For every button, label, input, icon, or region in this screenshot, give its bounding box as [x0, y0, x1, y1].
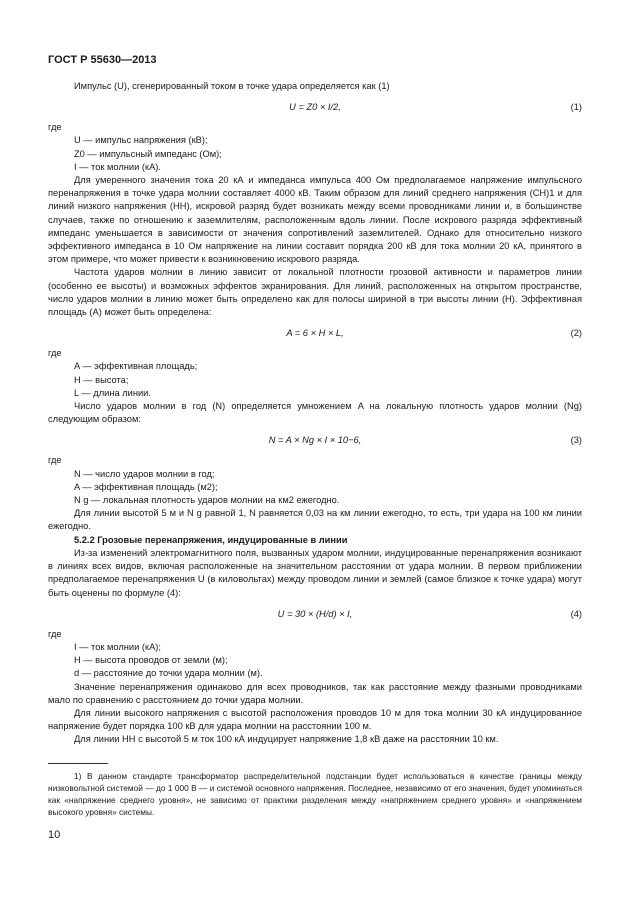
equation-formula: A = 6 × H × L, [286, 328, 344, 339]
definition-item: N — число ударов молнии в год; [74, 468, 215, 479]
footnote-divider [48, 763, 108, 764]
body-text [48, 80, 582, 747]
equation-1 [48, 101, 582, 115]
equation-number: (3) [570, 435, 582, 446]
where-label: где [48, 122, 62, 133]
definition-item: Z0 — импульсный импеданс (Ом); [74, 148, 222, 159]
definition-item: U — импульс напряжения (кВ); [74, 135, 208, 146]
where-label: где [48, 628, 62, 639]
paragraph: Для линии НН с высотой 5 м ток 100 кА индуцирует напряжение 1,8 кВ даже на расстоянии 10 км. [74, 734, 499, 745]
equation-formula: U = Z0 × I/2, [289, 102, 341, 113]
definition-item: A — эффективная площадь; [74, 361, 198, 372]
paragraph: Значение перенапряжения одинаково для всех проводников, так как расстояние между фазными проводниками мало по сравнению с расстоянием до точки удара молнии. [48, 681, 582, 705]
paragraph: Частота ударов молнии в линию зависит от локальной плотности грозовой активности и параметров линии (особенно ее высоты) и возможных эффектов экранирования. Для линий, расположенных на открытом пространстве, число ударов молнии в линию может быть определено как для полосы шириной в три высоты линии (H). Эффективная площадь (A) может быть определена: [48, 267, 582, 318]
equation-4 [48, 608, 582, 622]
equation-3 [48, 434, 582, 448]
intro-paragraph: Импульс (U), сгенерированный током в точке удара определяется как (1) [74, 81, 390, 91]
definition-item: d — расстояние до точки удара молнии (м). [74, 668, 263, 679]
definition-item: I — ток молнии (кА). [74, 161, 161, 172]
definition-item: L — длина линии. [74, 387, 151, 398]
equation-formula: U = 30 × (H/d) × I, [277, 608, 353, 619]
where-label: где [48, 455, 62, 466]
equation-number: (1) [570, 102, 582, 113]
paragraph: Из-за изменений электромагнитного поля, вызванных ударом молнии, индуцированные перенапряжения возникают в линиях всех видов, включая расположенные на значительном расстоянии от удара молнии. В первом приближении предполагаемое перенапряжения U (в киловольтах) между проводом линии и землей (самое близкое к точке удара) могут быть оценены по формуле (4): [48, 547, 582, 598]
equation-number: (2) [570, 328, 582, 339]
equation-number: (4) [570, 608, 582, 619]
paragraph: Для линии высокого напряжения с высотой расположения проводов 10 м для тока молнии 30 кА индуцированное напряжение будет порядка 100 кВ для удара молнии на расстоянии 100 м. [48, 707, 582, 732]
equation-formula: N = A × Ng × I × 10−6, [268, 435, 362, 446]
standard-header: ГОСТ Р 55630—2013 [48, 54, 157, 66]
page-number: 10 [48, 829, 61, 841]
definition-item: H — высота; [74, 374, 129, 385]
definition-item: H — высота проводов от земли (м); [74, 655, 228, 666]
footnote: 1) В данном стандарте трансформатор распределительной подстанции будет использоваться в качестве границы между низковольтной системой — до 1 000 В — и системой основного напряжения. Последнее, независимо от его значения, будет упоминаться как «напряжение среднего уровня», не зависимо от практики разделения между «напряжением среднего уровня» и «напряжением высокого уровня» системы. [48, 771, 582, 817]
definition-item: N g — локальная плотность ударов молнии на км2 ежегодно. [74, 495, 340, 506]
definition-item: A — эффективная площадь (м2); [74, 481, 218, 492]
where-label: где [48, 348, 62, 359]
equation-2 [48, 327, 582, 341]
paragraph: Для линии высотой 5 м и N g равной 1, N равняется 0,03 на км линии ежегодно, то есть, три удара на 100 км линии ежегодно. [48, 508, 582, 532]
paragraph: Число ударов молнии в год (N) определяется умножением A на локальную плотность ударов молнии (Ng) следующим образом: [48, 401, 582, 425]
definition-item: I — ток молнии (кА); [74, 641, 161, 652]
paragraph: Для умеренного значения тока 20 кА и импеданса импульса 400 Ом предполагаемое напряжение импульсного перенапряжения в точке удара молнии составляет 4000 кВ. Таким образом для линий среднего напряжения (СН)1 и для линий низкого напряжения (НН), искровой разряд будет возникать между всеми проводниками линии и, в большинстве случаев, также по отношению к заземлителям, расположенным вдоль линии. После искрового разряда эффективный импеданс уменьшается в зависимости от значения сопротивлений заземлителей. Однако для относительно низкого эффективного импеданса в 10 Ом напряжение на линии составит порядка 200 кВ для тока молнии 20 кА, принятого в этом примере, что может привести к возникновению искрового разряда. [48, 175, 582, 265]
section-heading: 5.2.2 Грозовые перенапряжения, индуцированные в линии [74, 534, 348, 545]
